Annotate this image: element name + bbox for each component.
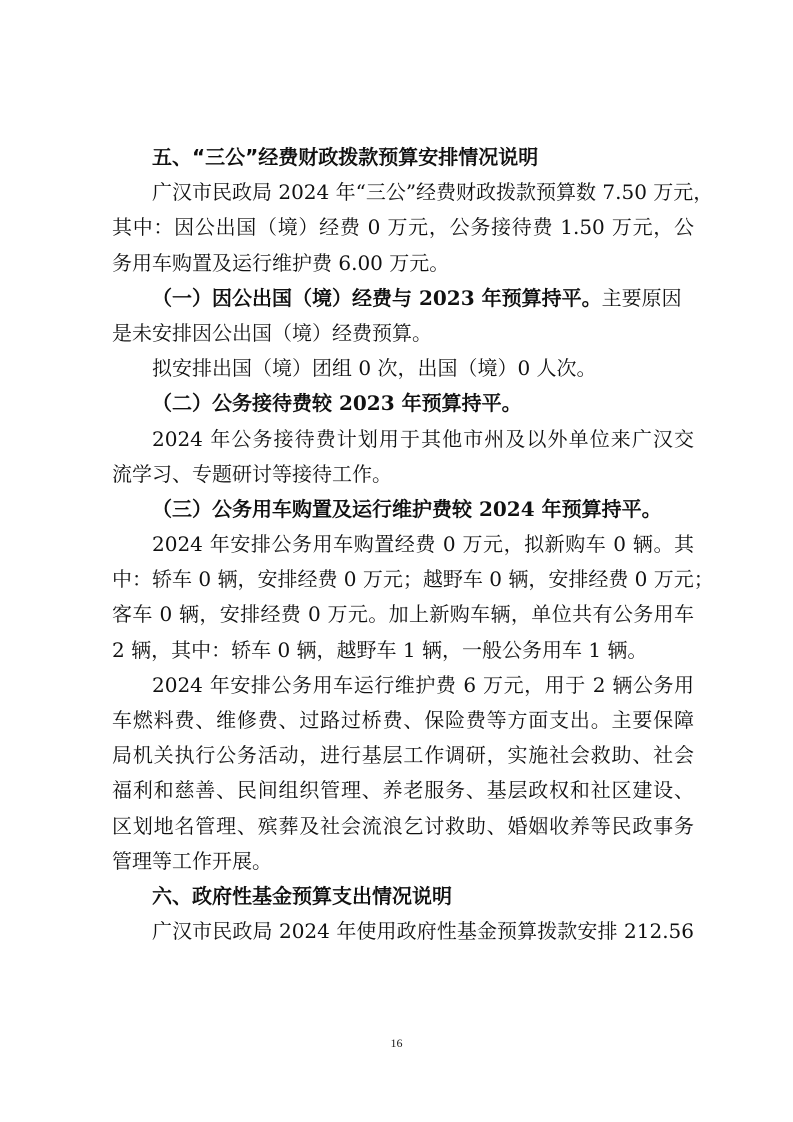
paragraph-line: 广汉市民政局 2024 年使用政府性基金预算拨款安排 212.56 bbox=[152, 919, 694, 944]
section6-heading: 六、政府性基金预算支出情况说明 bbox=[152, 883, 452, 908]
subsection-1-rest: 主要原因 bbox=[601, 285, 682, 310]
paragraph-line: 拟安排出国（境）团组 0 次，出国（境）0 人次。 bbox=[152, 356, 597, 381]
paragraph-line: 流学习、专题研讨等接待工作。 bbox=[112, 461, 392, 486]
subsection-1-heading bbox=[112, 281, 694, 316]
paragraph-line: 务用车购置及运行维护费 6.00 万元。 bbox=[112, 250, 450, 275]
subsection-3-heading: （三）公务用车购置及运行维护费较 2024 年预算持平。 bbox=[152, 496, 662, 521]
paragraph-line: 车燃料费、维修费、过路过桥费、保险费等方面支出。主要保障 bbox=[112, 708, 694, 732]
page-number: 16 bbox=[390, 1036, 403, 1050]
paragraph-line: 中：轿车 0 辆，安排经费 0 万元；越野车 0 辆，安排经费 0 万元； bbox=[112, 567, 714, 592]
paragraph-line: 其中：因公出国（境）经费 0 万元，公务接待费 1.50 万元，公 bbox=[112, 215, 694, 240]
page-content bbox=[112, 140, 714, 949]
paragraph-line: 2 辆，其中：轿车 0 辆，越野车 1 辆，一般公务用车 1 辆。 bbox=[112, 637, 648, 662]
subsection-2-heading: （二）公务接待费较 2023 年预算持平。 bbox=[152, 391, 522, 416]
paragraph-line: 客车 0 辆，安排经费 0 万元。加上新购车辆，单位共有公务用车 bbox=[112, 602, 694, 627]
paragraph-line: 2024 年安排公务用车运行维护费 6 万元，用于 2 辆公务用 bbox=[152, 672, 694, 697]
subsection-1-bold: （一）因公出国（境）经费与 2023 年预算持平。 bbox=[152, 285, 602, 310]
paragraph-line: 广汉市民政局 2024 年“三公”经费财政拨款预算数 7.50 万元， bbox=[152, 180, 714, 205]
paragraph-line: 2024 年安排公务用车购置经费 0 万元，拟新购车 0 辆。其 bbox=[152, 532, 694, 557]
paragraph-line: 福利和慈善、民间组织管理、养老服务、基层政权和社区建设、 bbox=[112, 778, 694, 803]
paragraph-line: 区划地名管理、殡葬及社会流浪乞讨救助、婚姻收养等民政事务 bbox=[112, 813, 694, 838]
paragraph-line: 局机关执行公务活动，进行基层工作调研，实施社会救助、社会 bbox=[112, 743, 694, 768]
paragraph-line: 2024 年公务接待费计划用于其他市州及以外单位来广汉交 bbox=[152, 426, 694, 451]
paragraph-line: 是未安排因公出国（境）经费预算。 bbox=[112, 320, 432, 345]
paragraph-line: 管理等工作开展。 bbox=[112, 848, 272, 873]
section5-heading: 五、“三公”经费财政拨款预算安排情况说明 bbox=[152, 145, 539, 169]
